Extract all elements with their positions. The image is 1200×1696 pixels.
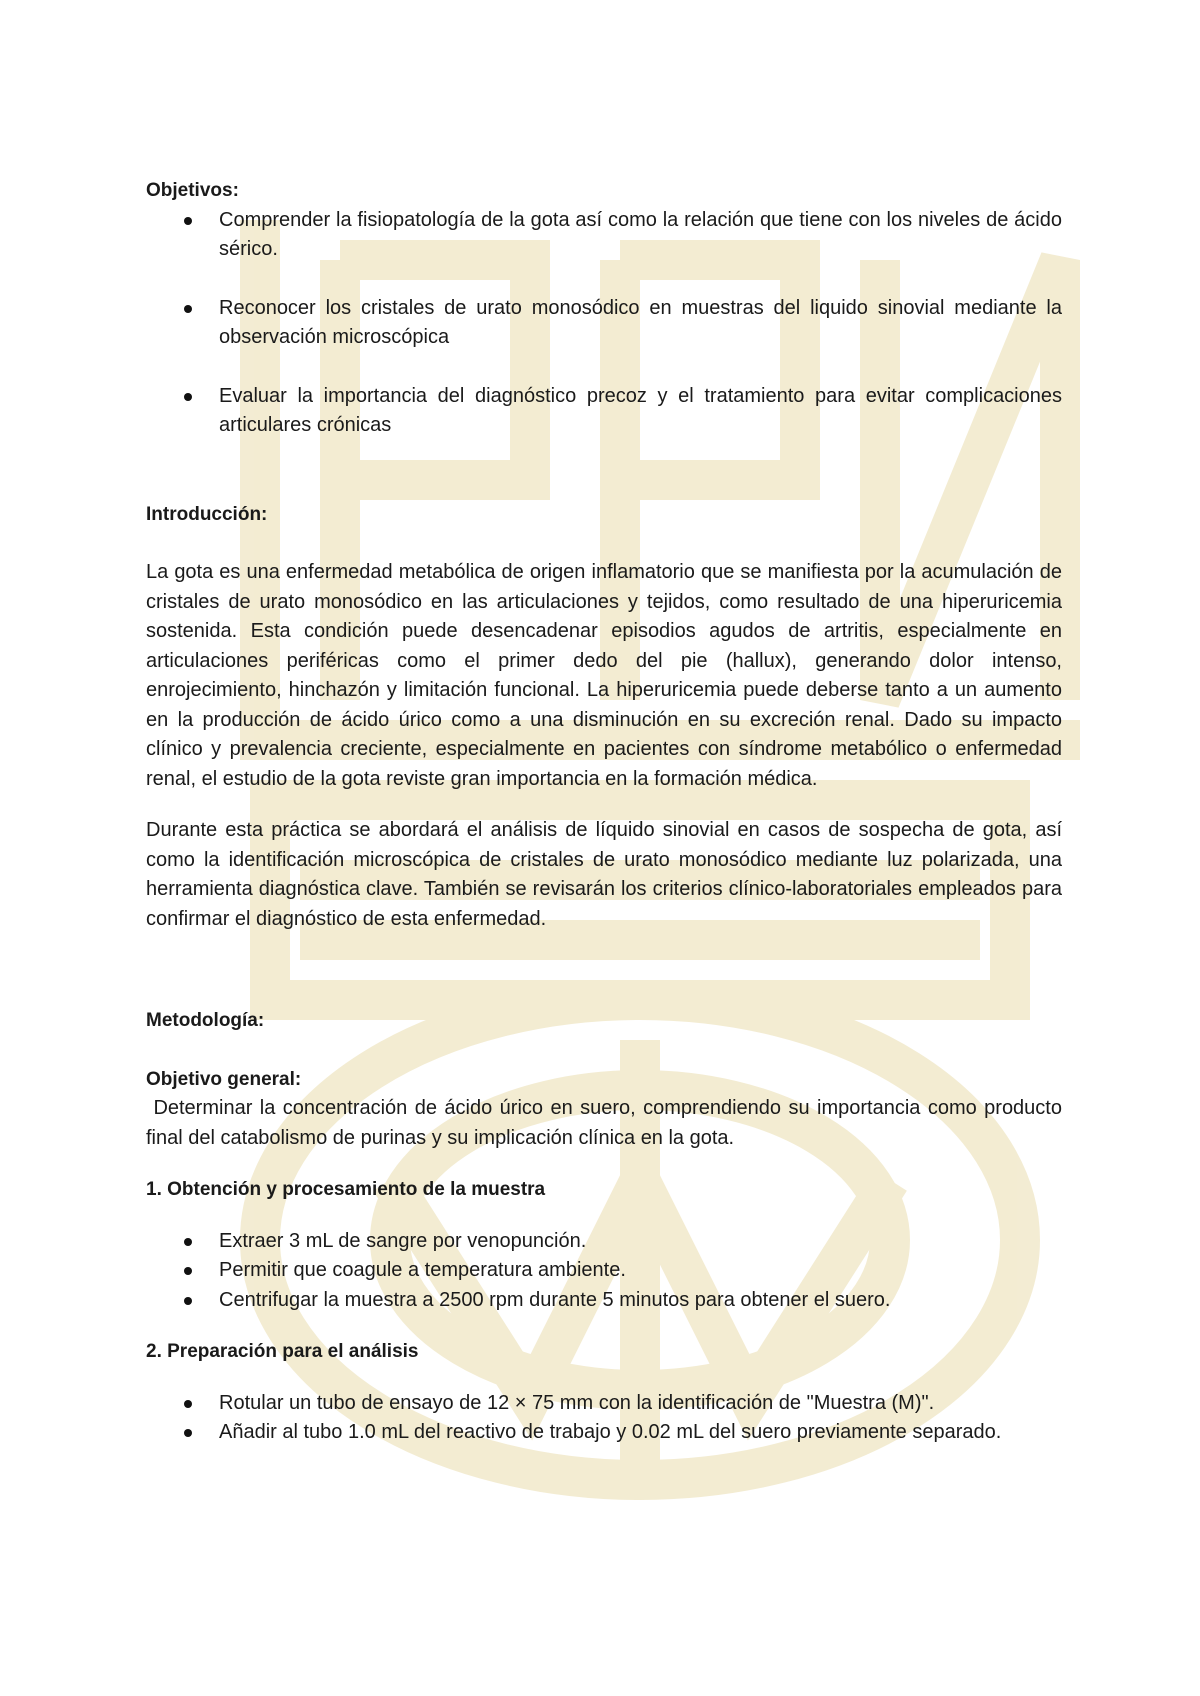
- list-item: Reconocer los cristales de urato monosódico en muestras del liquido sinovial mediante la observación microscópica: [146, 294, 1062, 353]
- bullet-icon: [184, 1400, 192, 1408]
- list-item: Comprender la fisiopatología de la gota así como la relación que tiene con los niveles de ácido sérico.: [146, 206, 1062, 265]
- general-objective-text: Determinar la concentración de ácido úrico en suero, comprendiendo su importancia como producto final del catabolismo de purinas y su implicación clínica en la gota.: [146, 1097, 1068, 1149]
- list-item: Centrifugar la muestra a 2500 rpm durante 5 minutos para obtener el suero.: [146, 1286, 1062, 1316]
- bullet-icon: [184, 1267, 192, 1275]
- bullet-icon: [184, 393, 192, 401]
- section1-heading: 1. Obtención y procesamiento de la muestra: [146, 1179, 546, 1200]
- section2-heading: 2. Preparación para el análisis: [146, 1341, 419, 1362]
- intro-paragraph: La gota es una enfermedad metabólica de origen inflamatorio que se manifiesta por la acumulación de cristales de urato monosódico en las articulaciones y tejidos, como resultado de una hiperuricemia sostenida. Esta condición puede desencadenar episodios agudos de artritis, especialmente en articulaciones periféricas como el primer dedo del pie (hallux), generando dolor intenso, enrojecimiento, hinchazón y limitación funcional. La hiperuricemia puede deberse tanto a un aumento en la producción de ácido úrico como a una disminución en su excreción renal. Dado su impacto clínico y prevalencia creciente, especialmente en pacientes con síndrome metabólico o enfermedad renal, el estudio de la gota reviste gran importancia en la formación médica.: [146, 561, 1062, 790]
- bullet-icon: [184, 1429, 192, 1437]
- list-item: Extraer 3 mL de sangre por venopunción.: [146, 1227, 1062, 1257]
- list-item: Rotular un tubo de ensayo de 12 × 75 mm con la identificación de "Muestra (M)".: [146, 1389, 1062, 1419]
- objectives-heading: Objetivos:: [146, 180, 239, 201]
- list-item: Evaluar la importancia del diagnóstico precoz y el tratamiento para evitar complicaciones articulares crónicas: [146, 382, 1062, 441]
- intro-paragraph: Durante esta práctica se abordará el análisis de líquido sinovial en casos de sospecha de gota, así como la identificación microscópica de cristales de urato monosódico mediante luz polarizada, una herramienta diagnóstica clave. También se revisarán los criterios clínico-laboratoriales empleados para confirmar el diagnóstico de esta enfermedad.: [146, 819, 1062, 930]
- bullet-icon: [184, 305, 192, 313]
- section2-list: [146, 1389, 1062, 1448]
- bullet-icon: [184, 1238, 192, 1246]
- methodology-heading: Metodología:: [146, 1010, 265, 1031]
- section1-list: [146, 1227, 1062, 1316]
- general-objective-heading: Objetivo general:: [146, 1068, 302, 1090]
- bullet-icon: [184, 1297, 192, 1305]
- introduction-heading: Introducción:: [146, 503, 268, 525]
- objectives-list: [146, 206, 1062, 441]
- list-item: Añadir al tubo 1.0 mL del reactivo de trabajo y 0.02 mL del suero previamente separado.: [146, 1418, 1062, 1448]
- list-item: Permitir que coagule a temperatura ambiente.: [146, 1256, 1062, 1286]
- bullet-icon: [184, 217, 192, 225]
